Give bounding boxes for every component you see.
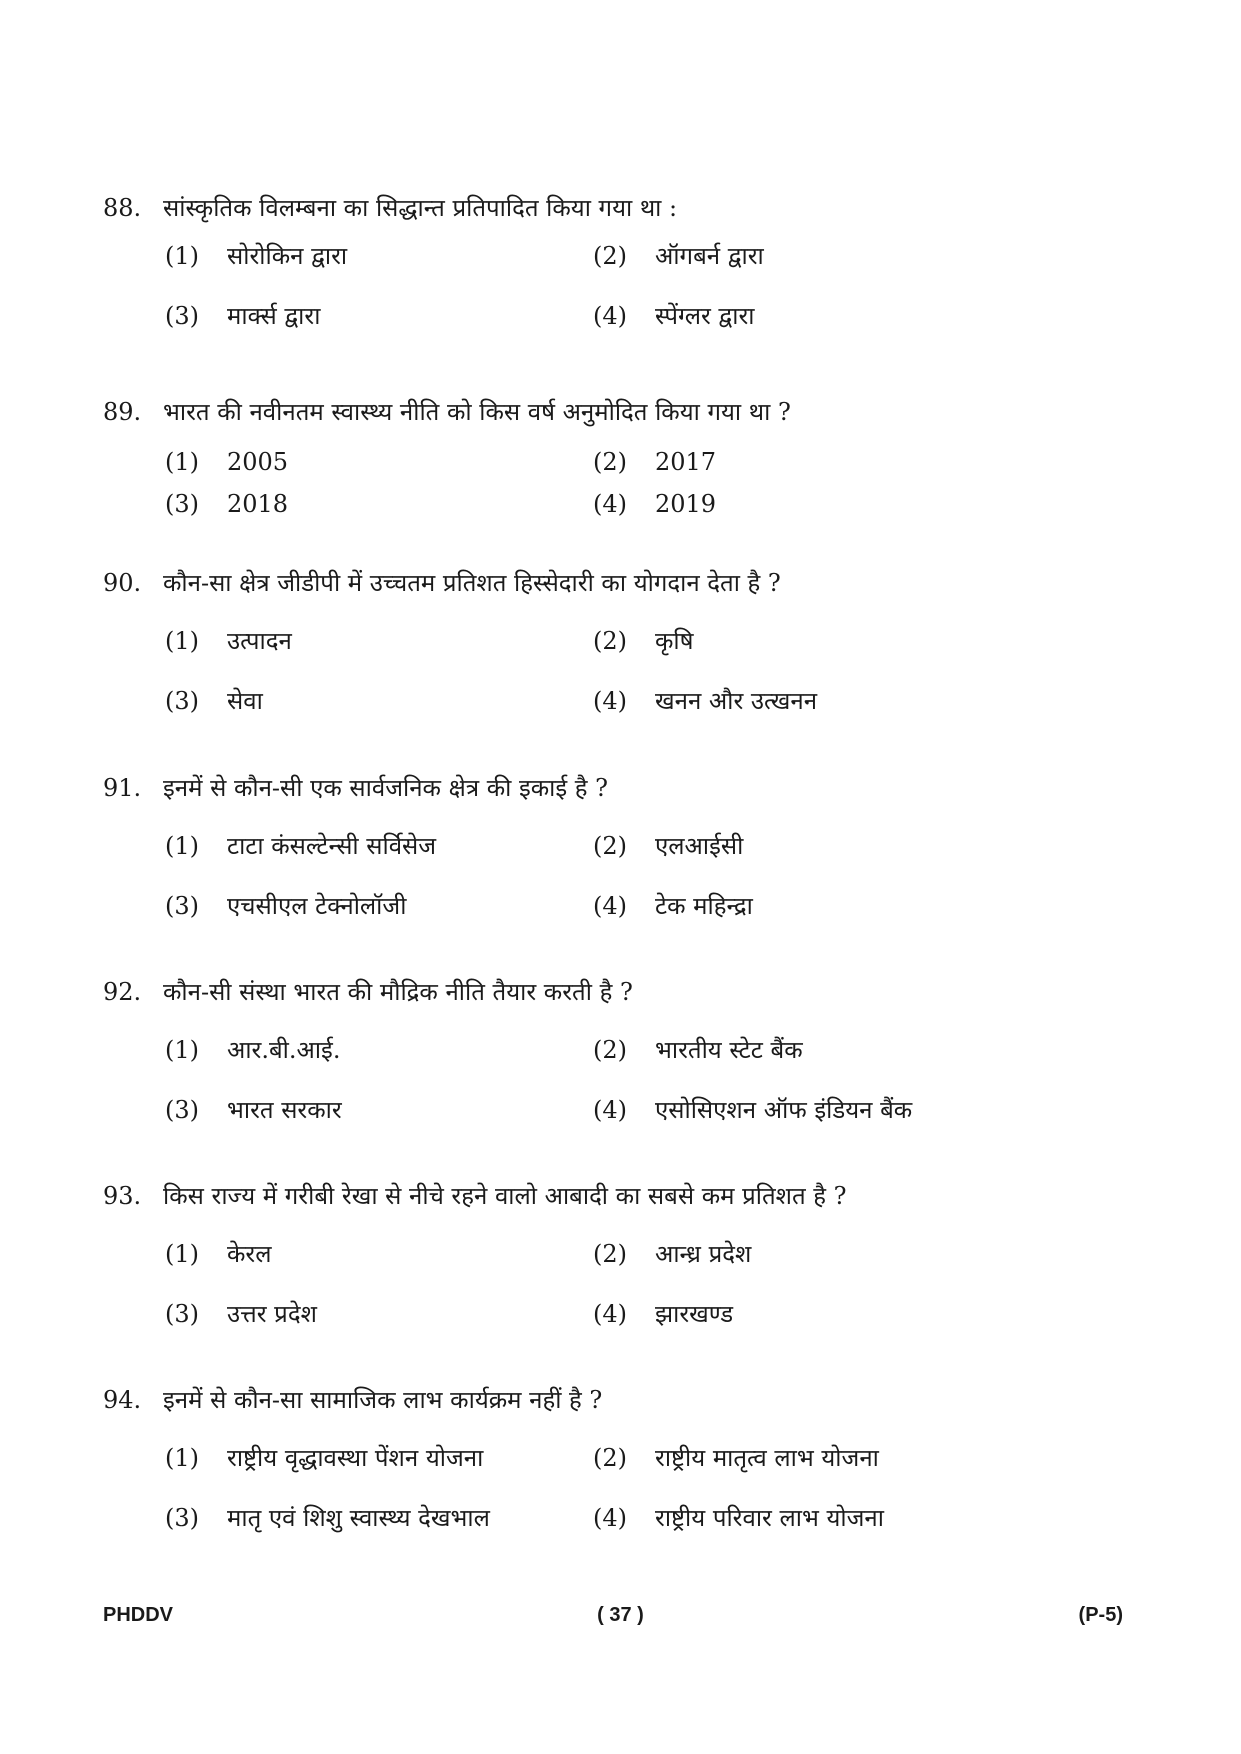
option-text: स्पेंग्लर द्वारा bbox=[655, 302, 755, 330]
question-text: इनमें से कौन-सी एक सार्वजनिक क्षेत्र की इकाई है ? bbox=[163, 774, 609, 802]
option-text: आन्ध्र प्रदेश bbox=[655, 1240, 752, 1268]
paper-set: (P-5) bbox=[1078, 1604, 1123, 1626]
option-4 bbox=[593, 683, 817, 719]
option-text: उत्तर प्रदेश bbox=[227, 1300, 317, 1328]
option-text: 2005 bbox=[227, 448, 289, 476]
option-2 bbox=[593, 1236, 751, 1272]
option-text: 2017 bbox=[655, 448, 717, 476]
option-text: भारत सरकार bbox=[227, 1096, 342, 1124]
option-number: (4) bbox=[593, 1096, 627, 1124]
option-number: (4) bbox=[593, 490, 627, 518]
option-text: राष्ट्रीय वृद्धावस्था पेंशन योजना bbox=[227, 1444, 484, 1472]
option-number: (1) bbox=[165, 448, 199, 476]
question-text: कौन-सी संस्था भारत की मौद्रिक नीति तैयार करती है ? bbox=[163, 978, 633, 1006]
option-1 bbox=[165, 1236, 272, 1272]
option-number: (4) bbox=[593, 1504, 627, 1532]
option-number: (2) bbox=[593, 1444, 627, 1472]
option-4 bbox=[593, 1296, 733, 1332]
option-number: (2) bbox=[593, 1036, 627, 1064]
option-number: (2) bbox=[593, 242, 627, 270]
option-2 bbox=[593, 238, 764, 274]
option-number: (4) bbox=[593, 1300, 627, 1328]
option-number: (1) bbox=[165, 1036, 199, 1064]
option-4 bbox=[593, 1500, 884, 1536]
option-2 bbox=[593, 1440, 879, 1476]
option-number: (4) bbox=[593, 892, 627, 920]
option-2 bbox=[593, 828, 743, 864]
option-text: एसोसिएशन ऑफ इंडियन बैंक bbox=[655, 1096, 913, 1124]
option-number: (2) bbox=[593, 627, 627, 655]
option-text: सोरोकिन द्वारा bbox=[227, 242, 348, 270]
booklet-code: PHDDV bbox=[103, 1604, 174, 1626]
option-text: खनन और उत्खनन bbox=[655, 687, 818, 715]
option-number: (3) bbox=[165, 1300, 199, 1328]
option-1 bbox=[165, 623, 292, 659]
option-1 bbox=[165, 1032, 340, 1068]
option-text: टाटा कंसल्टेन्सी सर्विसेज bbox=[227, 832, 437, 860]
option-text: एचसीएल टेक्नोलॉजी bbox=[227, 892, 407, 920]
option-text: 2018 bbox=[227, 490, 289, 518]
option-4 bbox=[593, 298, 754, 334]
question-number: 92. bbox=[103, 978, 142, 1006]
question-number: 91. bbox=[103, 774, 142, 802]
option-3 bbox=[165, 298, 320, 334]
question-number: 93. bbox=[103, 1182, 142, 1210]
option-number: (1) bbox=[165, 242, 199, 270]
question-number: 88. bbox=[103, 194, 142, 222]
option-1 bbox=[165, 828, 436, 864]
option-text: राष्ट्रीय परिवार लाभ योजना bbox=[655, 1504, 884, 1532]
option-3 bbox=[165, 888, 406, 924]
option-3 bbox=[165, 1092, 342, 1128]
option-text: कृषि bbox=[655, 627, 694, 655]
option-text: मातृ एवं शिशु स्वास्थ्य देखभाल bbox=[227, 1504, 490, 1532]
question-number: 89. bbox=[103, 398, 142, 426]
option-text: आर.बी.आई. bbox=[227, 1036, 341, 1064]
option-1 bbox=[165, 238, 347, 274]
option-number: (1) bbox=[165, 1444, 199, 1472]
question-text: इनमें से कौन-सा सामाजिक लाभ कार्यक्रम नहीं है ? bbox=[163, 1386, 603, 1414]
question-number: 94. bbox=[103, 1386, 142, 1414]
option-number: (2) bbox=[593, 1240, 627, 1268]
question-text: किस राज्य में गरीबी रेखा से नीचे रहने वालो आबादी का सबसे कम प्रतिशत है ? bbox=[163, 1182, 847, 1210]
option-number: (1) bbox=[165, 627, 199, 655]
option-text: झारखण्ड bbox=[655, 1300, 734, 1328]
option-2 bbox=[593, 444, 716, 480]
option-text: केरल bbox=[227, 1240, 272, 1268]
option-number: (3) bbox=[165, 1504, 199, 1532]
option-2 bbox=[593, 623, 694, 659]
question-text: भारत की नवीनतम स्वास्थ्य नीति को किस वर्ष अनुमोदित किया गया था ? bbox=[163, 398, 791, 426]
option-text: उत्पादन bbox=[227, 627, 292, 655]
option-text: टेक महिन्द्रा bbox=[655, 892, 753, 920]
option-text: एलआईसी bbox=[655, 832, 744, 860]
option-1 bbox=[165, 444, 288, 480]
question-text: सांस्कृतिक विलम्बना का सिद्धान्त प्रतिपादित किया गया था : bbox=[163, 194, 678, 222]
option-text: ऑगबर्न द्वारा bbox=[655, 242, 764, 270]
option-3 bbox=[165, 1500, 490, 1536]
option-text: सेवा bbox=[227, 687, 263, 715]
option-3 bbox=[165, 1296, 317, 1332]
option-number: (3) bbox=[165, 892, 199, 920]
option-number: (4) bbox=[593, 302, 627, 330]
page-number: ( 37 ) bbox=[597, 1604, 644, 1626]
option-3 bbox=[165, 486, 288, 522]
option-text: मार्क्स द्वारा bbox=[227, 302, 321, 330]
option-number: (2) bbox=[593, 832, 627, 860]
option-2 bbox=[593, 1032, 803, 1068]
option-4 bbox=[593, 486, 716, 522]
option-number: (1) bbox=[165, 832, 199, 860]
option-1 bbox=[165, 1440, 483, 1476]
option-text: 2019 bbox=[655, 490, 717, 518]
option-number: (1) bbox=[165, 1240, 199, 1268]
option-number: (2) bbox=[593, 448, 627, 476]
question-text: कौन-सा क्षेत्र जीडीपी में उच्चतम प्रतिशत हिस्सेदारी का योगदान देता है ? bbox=[163, 569, 781, 597]
question-number: 90. bbox=[103, 569, 142, 597]
option-number: (3) bbox=[165, 1096, 199, 1124]
option-text: राष्ट्रीय मातृत्व लाभ योजना bbox=[655, 1444, 879, 1472]
option-number: (3) bbox=[165, 490, 199, 518]
option-4 bbox=[593, 1092, 912, 1128]
option-text: भारतीय स्टेट बैंक bbox=[655, 1036, 803, 1064]
option-number: (3) bbox=[165, 302, 199, 330]
option-number: (4) bbox=[593, 687, 627, 715]
option-number: (3) bbox=[165, 687, 199, 715]
option-3 bbox=[165, 683, 263, 719]
option-4 bbox=[593, 888, 753, 924]
